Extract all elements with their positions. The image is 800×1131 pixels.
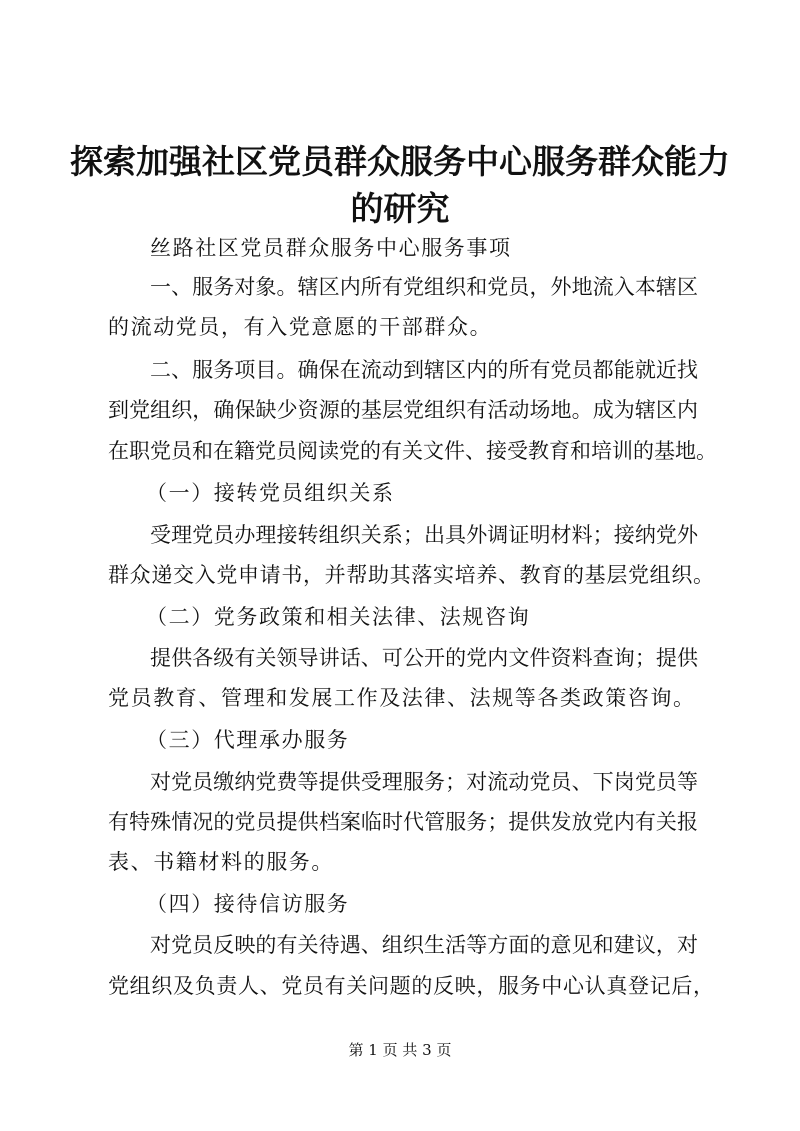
paragraph-line: 表、书籍材料的服务。: [108, 850, 334, 874]
paragraph-line: 群众递交入党申请书，并帮助其落实培养、教育的基层党组织。: [108, 563, 714, 587]
paragraph-line: 在职党员和在籍党员阅读党的有关文件、接受教育和培训的基地。: [108, 439, 717, 463]
page-footer: 第 1 页 共 3 页: [348, 1041, 452, 1059]
subsection-heading: （二）党务政策和相关法律、法规咨询: [146, 605, 531, 629]
document-title-line-1: 探索加强社区党员群众服务中心服务群众能力: [70, 142, 730, 181]
section-heading: 丝路社区党员群众服务中心服务事项: [150, 236, 512, 260]
subsection-heading: （三）代理承办服务: [146, 728, 350, 752]
paragraph-line: 受理党员办理接转组织关系；出具外调证明材料；接纳党外: [150, 523, 698, 547]
paragraph-line: 有特殊情况的党员提供档案临时代管服务；提供发放党内有关报: [108, 810, 698, 834]
paragraph-line: 的流动党员，有入党意愿的干部群众。: [108, 315, 493, 339]
paragraph-line: 对党员缴纳党费等提供受理服务；对流动党员、下岗党员等: [150, 770, 698, 794]
paragraph-line: 提供各级有关领导讲话、可公开的党内文件资料查询；提供: [150, 646, 698, 670]
paragraph-line: 二、服务项目。确保在流动到辖区内的所有党员都能就近找: [150, 358, 698, 382]
paragraph-line: 党组织及负责人、党员有关问题的反映，服务中心认真登记后，: [108, 974, 714, 998]
paragraph-line: 党员教育、管理和发展工作及法律、法规等各类政策咨询。: [108, 686, 696, 710]
subsection-heading: （四）接待信访服务: [146, 892, 350, 916]
paragraph-line: 一、服务对象。辖区内所有党组织和党员，外地流入本辖区: [150, 275, 698, 299]
document-title-line-2: 的研究: [350, 189, 450, 228]
paragraph-line: 到党组织，确保缺少资源的基层党组织有活动场地。成为辖区内: [108, 398, 698, 422]
paragraph-line: 对党员反映的有关待遇、组织生活等方面的意见和建议，对: [150, 933, 698, 957]
subsection-heading: （一）接转党员组织关系: [146, 481, 395, 505]
